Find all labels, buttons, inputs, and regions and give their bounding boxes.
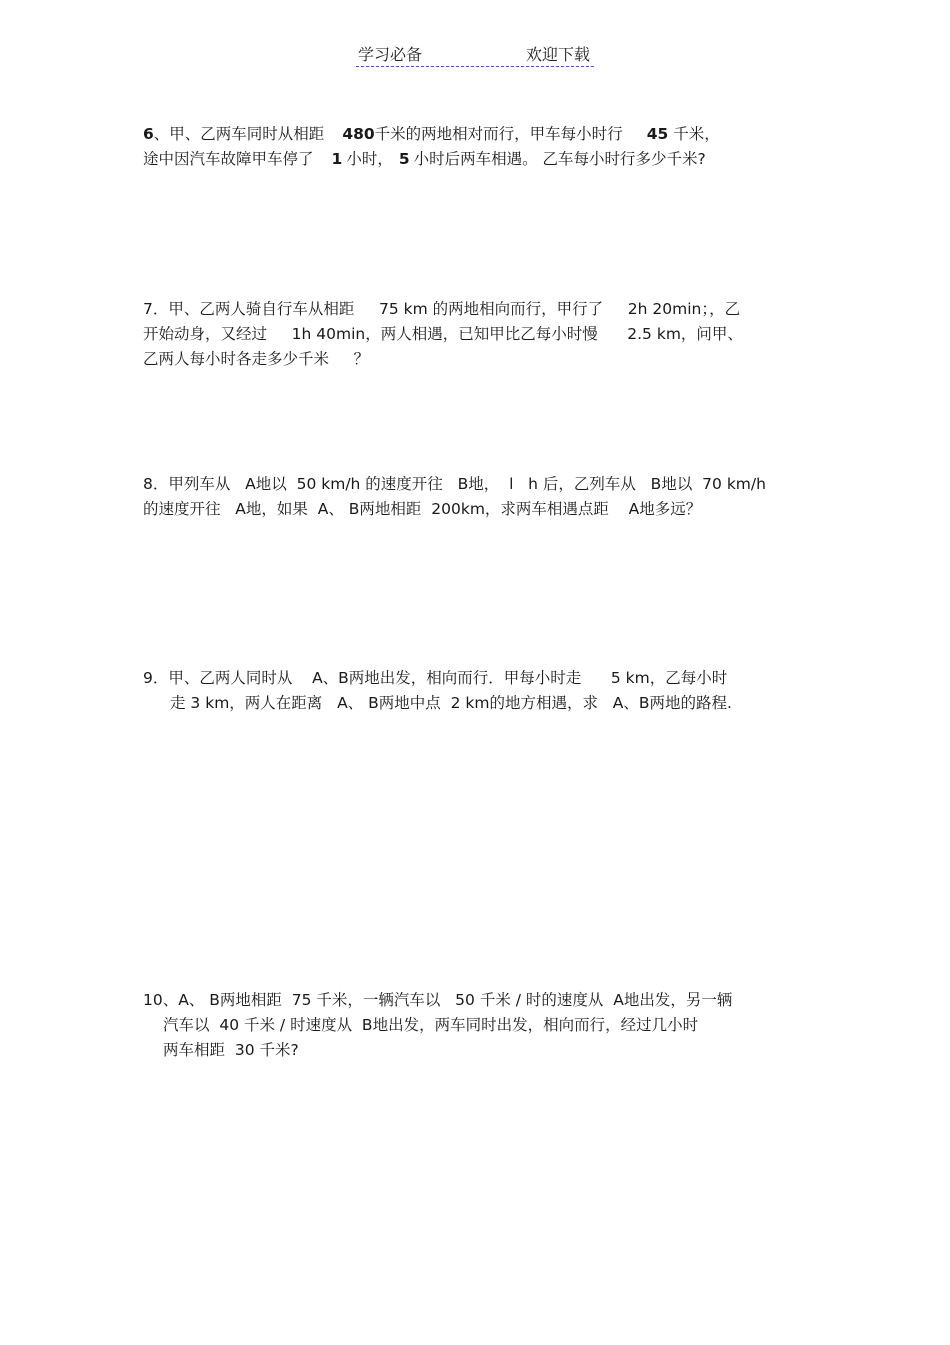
- question-10: [143, 988, 823, 1063]
- speed-value: 45: [646, 125, 669, 143]
- question-9-line-1: 9．甲、乙两人同时从 A、B两地出发，相向而行．甲每小时走 5 km，乙每小时: [143, 669, 728, 687]
- question-8-line-1: 8．甲列车从 A地以 50 km/h 的速度开往 B地， l h 后，乙列车从 B地以 70 km/h: [143, 475, 766, 493]
- question-7: [143, 297, 823, 372]
- question-text: 小时，: [346, 150, 393, 168]
- question-text: 、甲、乙两车同时从相距: [153, 125, 325, 143]
- question-8: [143, 472, 823, 522]
- question-6: [143, 122, 823, 172]
- question-text: 小时后两车相遇。 乙车每小时行多少千米?: [413, 150, 706, 168]
- question-text: 千米的两地相对而行，甲车每小时行: [374, 125, 623, 143]
- question-number: 6: [143, 125, 154, 143]
- question-6-line-2: [143, 147, 823, 172]
- meet-hours-value: 5: [398, 150, 410, 168]
- header-left-text: 学习必备: [358, 45, 423, 64]
- question-10-line-1: 10、A、 B两地相距 75 千米，一辆汽车以 50 千米 / 时的速度从 A地出发，另一辆: [143, 991, 733, 1009]
- question-10-line-2: 汽车以 40 千米 / 时速度从 B地出发，两车同时出发，相向而行，经过几小时: [163, 1016, 699, 1034]
- header-right-text: 欢迎下载: [525, 45, 590, 64]
- question-text: 千米，: [673, 125, 720, 143]
- stop-hours-value: 1: [331, 150, 343, 168]
- distance-value: 480: [342, 125, 375, 143]
- question-7-line-3: 乙两人每小时各走多少千米 ？: [143, 350, 370, 368]
- question-7-line-2: 开始动身，又经过 1h 40min，两人相遇，已知甲比乙每小时慢 2.5 km，问甲、: [143, 325, 743, 343]
- question-6-line-1: [143, 122, 823, 147]
- question-8-line-2: 的速度开往 A地，如果 A、 B两地相距 200km，求两车相遇点距 A地多远？: [143, 500, 702, 518]
- question-7-line-1: 7．甲、乙两人骑自行车从相距 75 km 的两地相向而行，甲行了 2h 20min；，乙: [143, 300, 741, 318]
- page-header: [356, 40, 594, 67]
- question-9-line-2: 走 3 km，两人在距离 A、 B两地中点 2 km的地方相遇，求 A、B两地的路程.: [170, 694, 732, 712]
- question-9: [143, 666, 823, 716]
- question-text: 途中因汽车故障甲车停了: [143, 150, 314, 168]
- question-10-line-3: 两车相距 30 千米?: [163, 1041, 299, 1059]
